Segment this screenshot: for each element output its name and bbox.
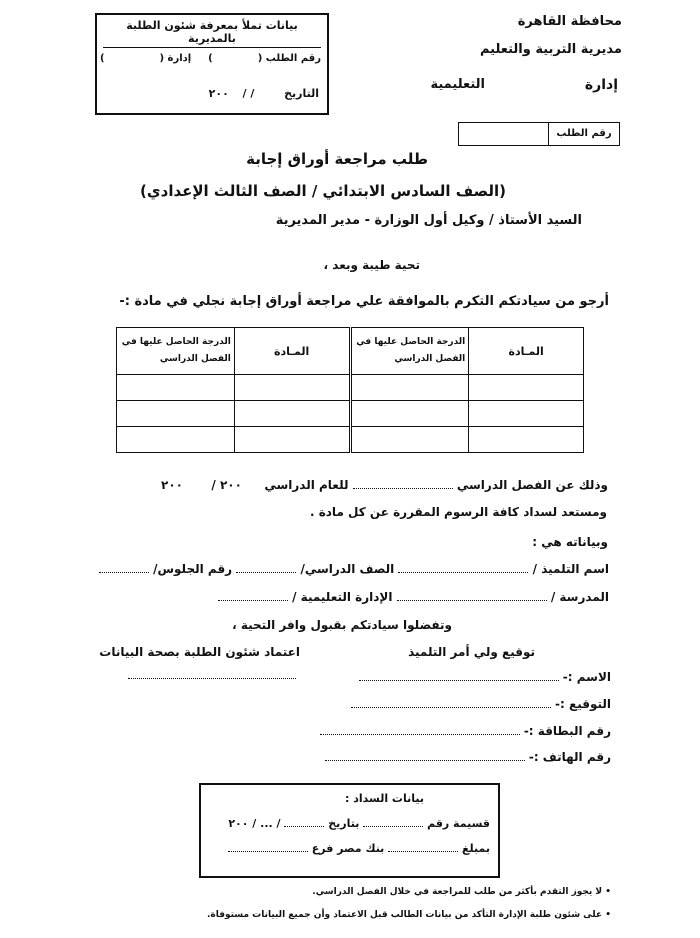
- grade-cell[interactable]: [350, 427, 469, 453]
- term-field[interactable]: [353, 488, 453, 489]
- grade-header-2: الدرجة الحاصل عليها في الفصل الدراسي: [117, 328, 235, 375]
- request-no-close: ): [208, 53, 213, 64]
- subject-header-2: المـادة: [234, 328, 350, 375]
- school-field[interactable]: [397, 600, 547, 601]
- guardian-name-row: [359, 670, 611, 684]
- payment-date-value: / ... / ٢٠٠: [228, 817, 281, 830]
- student-row-1: [99, 562, 609, 576]
- administration-prefix: إدارة: [584, 77, 618, 93]
- affairs-approval-line[interactable]: [128, 678, 296, 679]
- box-title: بيانات تملأ بمعرفة شئون الطلبة بالمديرية: [103, 19, 321, 48]
- student-name-label: اسم التلميذ /: [532, 562, 609, 576]
- closing: وتفضلوا سيادتكم بقبول وافر التحية ،: [232, 618, 452, 632]
- request-no-row: [100, 53, 321, 64]
- guardian-sign-row: [351, 697, 611, 711]
- student-name-field[interactable]: [398, 572, 528, 573]
- grade-cell[interactable]: [350, 375, 469, 401]
- note-2: • على شئون طلبة الإدارة التأكد من بيانات الطالب قبل الاعتماد وأن جميع البيانات مستوفاة.: [206, 910, 611, 920]
- seat-no-label: رقم الجلوس/: [153, 562, 233, 576]
- payment-voucher-row: [228, 817, 490, 830]
- grade-cell[interactable]: [117, 401, 235, 427]
- admin-label: إدارة (: [159, 53, 192, 64]
- seat-no-field[interactable]: [99, 572, 149, 573]
- governorate: محافظة القاهرة: [517, 14, 622, 29]
- data-intro: وبياناته هي :: [532, 535, 608, 549]
- grade-cell[interactable]: [117, 375, 235, 401]
- term-label: وذلك عن الفصل الدراسي: [456, 478, 608, 492]
- administration-suffix: التعليمية: [430, 77, 485, 92]
- guardian-id-label: رقم البطاقة :-: [523, 724, 611, 738]
- voucher-field[interactable]: [363, 826, 423, 827]
- request-number-label: رقم الطلب: [548, 123, 619, 145]
- directorate: مديرية التربية والتعليم: [479, 42, 622, 57]
- year-label: للعام الدراسي: [264, 478, 349, 492]
- edu-admin-field[interactable]: [218, 600, 288, 601]
- term-line: وذلك عن الفصل الدراسي للعام الدراسي ٢٠٠ / ٢٠٠: [161, 478, 608, 492]
- payment-title: بيانات السداد :: [345, 792, 424, 805]
- bank-field[interactable]: [228, 851, 308, 852]
- guardian-signature-title: توقيع ولي أمر التلميذ: [408, 645, 535, 659]
- admin-close: ): [99, 53, 105, 64]
- payment-box: [199, 783, 500, 878]
- year-start: ٢٠٠: [219, 478, 242, 492]
- guardian-id-row: [320, 724, 611, 738]
- guardian-phone-field[interactable]: [325, 760, 525, 761]
- request-no-label: رقم الطلب (: [257, 53, 321, 64]
- directorate-use-box: [95, 13, 329, 115]
- grade-cell[interactable]: [350, 401, 469, 427]
- subject-cell[interactable]: [469, 375, 584, 401]
- request-number-field[interactable]: [459, 123, 548, 145]
- payment-date-field[interactable]: [284, 826, 324, 827]
- subject-cell[interactable]: [469, 401, 584, 427]
- school-label: المدرسة /: [550, 590, 609, 604]
- date-blanks: / /: [242, 87, 255, 100]
- date-year: ٢٠٠: [208, 87, 229, 100]
- date-label: التاريخ: [284, 87, 319, 100]
- guardian-sign-field[interactable]: [351, 707, 551, 708]
- request-number-box: [458, 122, 620, 146]
- subject-header-1: المـادة: [469, 328, 584, 375]
- guardian-name-label: الاسم :-: [562, 670, 611, 684]
- form-title: طلب مراجعة أوراق إجابة: [246, 150, 428, 168]
- grades-table: [116, 327, 584, 453]
- grade-header-1: الدرجة الحاصل عليها في الفصل الدراسي: [350, 328, 469, 375]
- amount-label: بمبلغ: [462, 842, 490, 855]
- note-1: • لا يجوز التقدم بأكثر من طلب للمراجعة في خلال الفصل الدراسي.: [312, 887, 611, 897]
- grade-field[interactable]: [236, 572, 296, 573]
- addressee: السيد الأستاذ / وكيل أول الوزارة - مدير المديرية: [275, 213, 582, 228]
- guardian-sign-label: التوقيع :-: [555, 697, 611, 711]
- request-text: أرجو من سيادتكم التكرم بالموافقة علي مراجعة أوراق إجابة نجلي في مادة :-: [119, 294, 609, 309]
- table-row: [117, 375, 584, 401]
- affairs-approval-title: اعتماد شئون الطلبة بصحة البيانات: [99, 645, 300, 659]
- guardian-phone-label: رقم الهاتف :-: [528, 750, 611, 764]
- student-row-2: [218, 590, 609, 604]
- grade-cell[interactable]: [117, 427, 235, 453]
- subject-cell[interactable]: [234, 427, 350, 453]
- subject-cell[interactable]: [469, 427, 584, 453]
- guardian-id-field[interactable]: [320, 734, 520, 735]
- bank-label: بنك مصر فرع: [311, 842, 385, 855]
- subject-cell[interactable]: [234, 401, 350, 427]
- payment-date-label: بتاريخ: [328, 817, 360, 830]
- guardian-name-field[interactable]: [359, 680, 559, 681]
- guardian-phone-row: [325, 750, 611, 764]
- amount-field[interactable]: [388, 851, 458, 852]
- edu-admin-label: الإدارة التعليمية /: [292, 590, 393, 604]
- table-row: [117, 427, 584, 453]
- date-row: [209, 87, 319, 100]
- subject-cell[interactable]: [234, 375, 350, 401]
- grade-label: الصف الدراسي/: [300, 562, 395, 576]
- grades-line: (الصف السادس الابتدائي / الصف الثالث الإعدادي): [140, 182, 506, 200]
- year-end: ٢٠٠: [161, 478, 183, 492]
- greeting: تحية طيبة وبعد ،: [323, 258, 420, 272]
- fees-line: ومستعد لسداد كافة الرسوم المقررة عن كل مادة .: [309, 505, 607, 519]
- voucher-label: قسيمة رقم: [427, 817, 490, 830]
- table-row: [117, 401, 584, 427]
- payment-amount-row: [228, 842, 490, 855]
